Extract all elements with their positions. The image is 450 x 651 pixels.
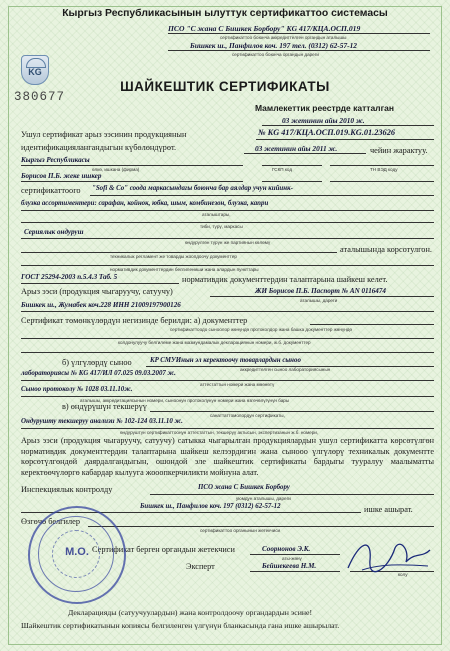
cert-number: № KG 417/КЦА.ОСП.019.KG.01.23626 [258,128,395,137]
norm-doc-caption: нормативдик документтердин белгилениши жана алардын пункттары [110,267,259,272]
issued-caption-2: колдонулуучу белгилеме жана мазмундамалык декларациянын номери, ж.б. документтер [118,340,311,345]
protocol-caption: аталышы, аккредитациясынын номери, сыноонун протоколунун номери жана өзгөчөлүгүнүн бары [80,398,290,403]
footer-note-2: Шайкештик сертификатынын копиясы белгиленген үлгүнүн бланкасында гана ишке ашырылат. [21,621,340,630]
standard: ГОСТ 25294-2003 п.5.4.3 Таб. 5 [21,273,118,281]
named-suffix: аталышында корсотулгон. [340,245,432,254]
valid-suffix: чейин жарактуу. [370,146,428,155]
product-line-1: "Sofi & Co" соода маркасындагы боюнча бар аялдар учун кийинк- [92,185,293,192]
sample-text: KP СМУИнын эл керектоочу товарлардын сыноо [150,357,301,364]
sample-label: б) үлгүлөрдү сыноо [62,358,132,367]
audit-caption: өндүрүштүн сертификаттоонун аттестаттын, текшерүү актысын, экспертизанын ж.б. номери, [120,430,319,435]
system-title: Кыргыз Республикасынын ылуттук сертификаттоо системасы [62,8,388,19]
body-address: Бишкек ш., Панфилов коч. 197 тел. (0312) 62-57-12 [190,41,358,50]
inspection-label: Инспекциялык контролду [21,485,113,494]
audit-text: Ондурушту текшеруу анализи № 102-124 03.11.10 ж. [21,418,183,425]
body-caption: сертификаттоо боюнча аккредиттелген органдын аталышы [220,35,347,40]
standard-suffix: нормативдик документтердин талаптарына шайкеш келет. [182,275,388,284]
inspection-address: Бишкек ш., Панфилов коч. 197 (0312) 62-57-12 [140,503,281,510]
address-caption: сертификаттоо боюнча органдын дареги [232,52,319,57]
entrepreneur: Борисов П.Б. жеке ишкер [21,172,102,180]
product-line-2: блузка ассортиментери: сарафан, койнок, юбка, шым, комбинезон, блузка, капри [21,200,269,207]
stamp-mark: М.О. [65,546,89,558]
signature-scribble [340,530,435,580]
applicant-caption: аталышы, дареги [300,298,338,303]
applicant: ЖИ Борисов П.Б. Паспорт № AN 0116474 [255,287,386,295]
sample-caption: аккредиттелген сыноо лабораториясынын [240,367,331,372]
valid-date: 03 жетинин айы 2011 ж. [255,144,338,153]
inspection-org: ПСО жана С Бишкек Борбору [198,484,290,491]
registry-label: Мамлекеттик реестрде катталган [255,103,394,113]
applicant-address: Бишкек ш., Жумабек коч.228 ИНН 21009197900126 [21,301,181,309]
tn-ved-code: ТН ВЭД коду [370,167,398,172]
footer-note-1: Декларацияды (сатуучуулардын) жана контролдоочу органдардын эсине! [68,608,313,617]
head-label: Сертификат берген органдын жетекчиси [92,545,235,554]
gksp-code: ГСКП код [272,167,293,172]
issued-caption: сертификаттоодо сыноолор жөнүндө протоколдор жана башка документтер жөнүндө [170,327,352,332]
tech-caption: техникалык регламент же товарды жоопдоочу документтер [110,254,237,259]
page-title: ШАЙКЕШТИК СЕРТИФИКАТЫ [120,79,330,94]
responsibility-paragraph: Арыз ээси (продукция чыгаруучу, сатуучу) сатыкка чыгарылган продукциялардын ушул сертификатта көрсөтүлгөн нормативдик документтердин талаптарына шайкеш келээрдигин жана сынооо үлгүлөрү техникалык документте көрсөтүлгөндөй даярдалгандыгын, ошондой эле шайкештик сертификаты бардыгы тууралуу маалыматты керектөөчүлөргө кабардар кылууга жооопкерчиликти мойнуна алат. [21,436,434,477]
protocol-text: Сыноо протоколу № 1028 03.11.10ж. [21,386,133,393]
serial-production: Сериялык ондуруш [24,228,84,236]
head-name: Соорнонов Э.К. [262,545,311,553]
certification-body: ПСО "С жана С Бишкек Борбору" KG 417/КЦА.ОСП.019 [168,24,361,33]
sign-caption-name: аты-жөнү [282,556,302,561]
production-label: в) өндүрүшүн текшерүү [62,402,147,411]
applicant-label: Арыз ээси (продукция чыгаруучу, сатуучу) [21,287,173,296]
issued-label: Сертификат төмөнкүлөрдүн негизинде берилди: а) документтер [21,316,248,325]
official-stamp [28,506,126,604]
expert-name: Бейшекеева Н.М. [262,562,317,570]
expert-label: Эксперт [186,562,215,571]
inspection-suffix: ишке ашырат. [364,505,413,514]
special-label: Өзгөчө белгилер [21,517,80,526]
lab-caption: аттестаттын номери жана мөөнөтү [200,382,275,387]
production-caption: санаттаттомолордун сертификаты, [210,413,285,418]
product-caption: аталыштары, [202,212,231,217]
inspection-caption: уюмдун аталышы, дареги [236,496,291,501]
cert-text-a: Ушул сертификат арыз ээсинин продукциянын [21,130,187,139]
kind-caption: тиби, түрү, маркасы [200,224,243,229]
sign-caption-sign: колу [398,572,408,577]
special-caption: сертификаттоо органынын жетекчиси [200,528,281,533]
logo-text: KG [28,67,42,77]
country-caption: өлкө, ишкана (фирма) [92,167,140,172]
serial-caption: өндүрүлгөн түрүн же партиянын көлөмү [185,240,271,245]
serial-number: 380677 [14,90,66,104]
registry-date: 03 жетинин айы 2010 ж. [282,116,365,125]
lab-text: лабораториясы № KG 417/ИЛ 07.025 09.03.2007 ж. [21,370,176,377]
cert-text-b: идентификациялангандыгын күбөлөндүрөт. [21,143,177,152]
country: Кыргыз Республикасы [21,156,90,164]
product-prefix: сертификаттоого [21,186,81,195]
